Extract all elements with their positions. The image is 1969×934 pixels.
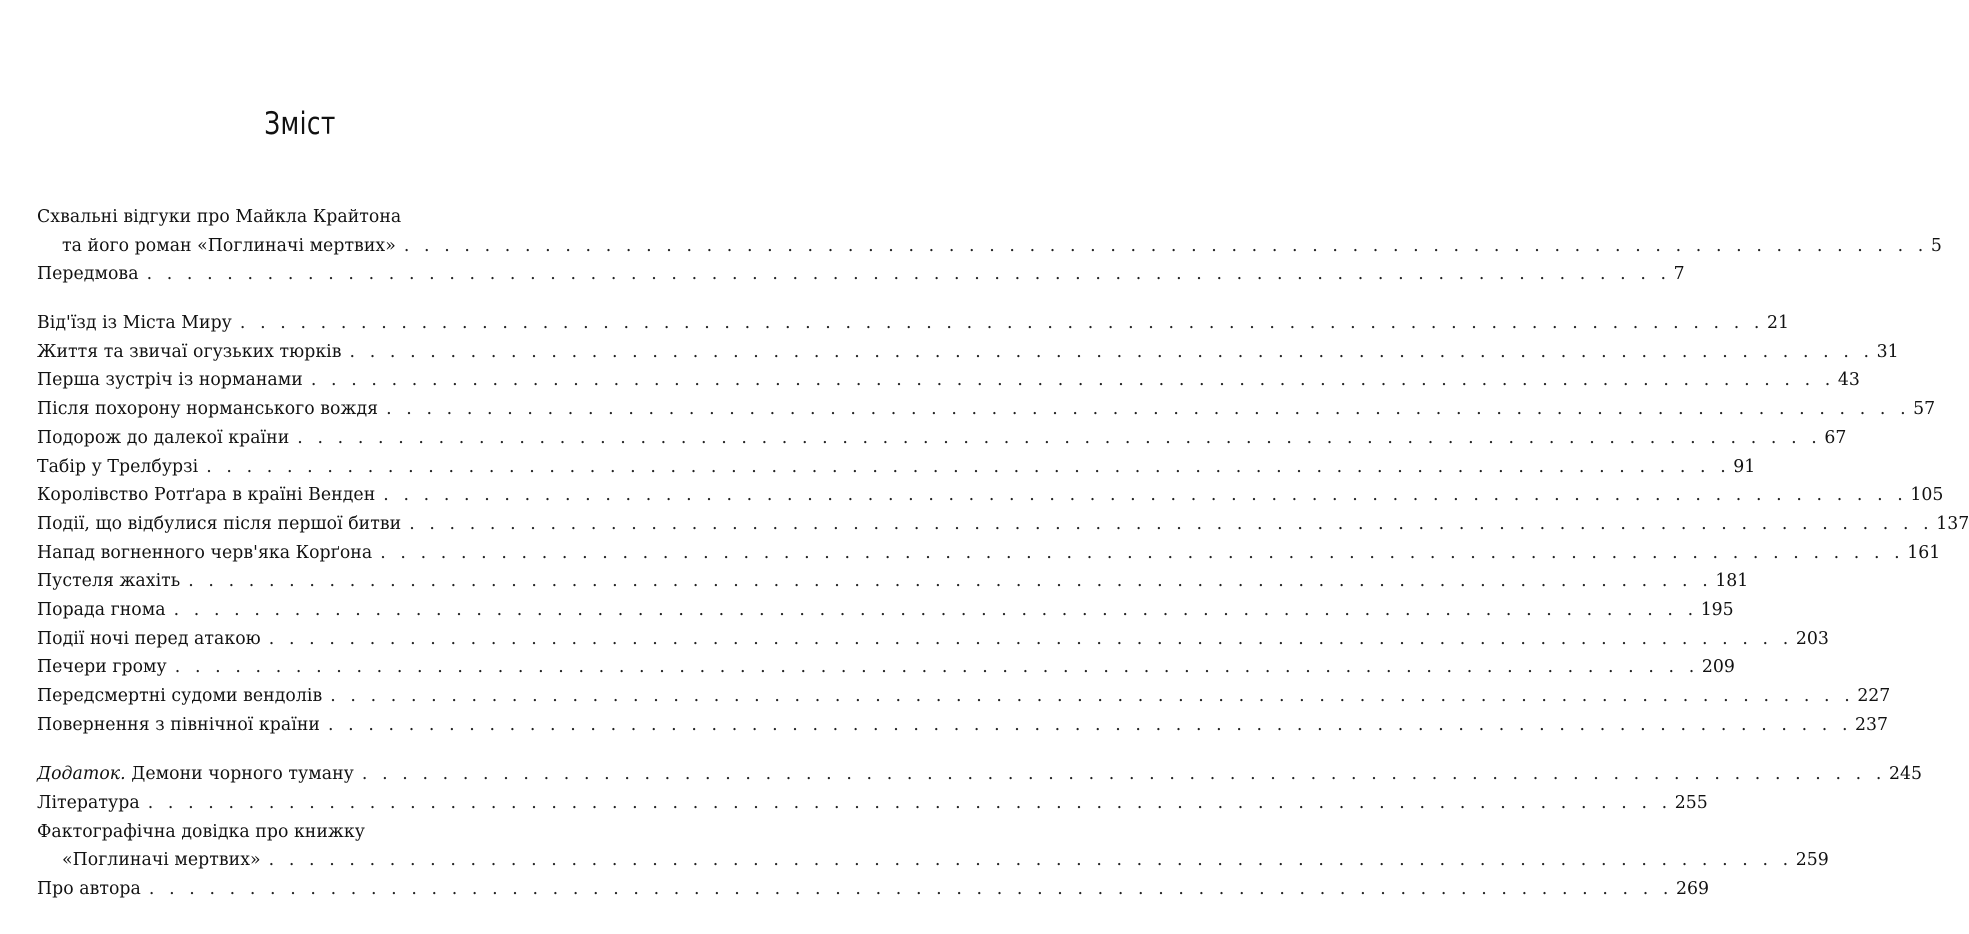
toc-entry-label: Література — [37, 793, 140, 814]
toc-entry-label: Життя та звичаї огузьких тюрків — [37, 341, 342, 362]
toc-page-number: 31 — [1876, 341, 1899, 362]
toc-page-number: 5 — [1930, 235, 1942, 256]
dot-leader: . . . . . . . . . . . . . . . . . . . . . . . . . . . . . . . . . . . . . . . . . . . . . . . . . . . . . . . . . . . . . . . . . . . . . . . . . . . . — [409, 513, 1934, 534]
toc-entry-label: «Поглиначі мертвих» — [62, 850, 261, 871]
toc-page-number: 7 — [1673, 264, 1685, 285]
appendix-prefix: Додаток. — [37, 764, 126, 785]
toc-page-number: 227 — [1857, 686, 1891, 706]
toc-entry-label: Печери грому — [37, 657, 167, 678]
toc-page-number: 137 — [1936, 513, 1969, 534]
dot-leader: . . . . . . . . . . . . . . . . . . . . . . . . . . . . . . . . . . . . . . . . . . . . . . . . . . . . . . . . . . . . . . . . . . . . . . . . . . . . — [268, 850, 1793, 871]
dot-leader: . . . . . . . . . . . . . . . . . . . . . . . . . . . . . . . . . . . . . . . . . . . . . . . . . . . . . . . . . . . . . . . . . . . . . . . . . . . . — [297, 427, 1822, 448]
dot-leader: . . . . . . . . . . . . . . . . . . . . . . . . . . . . . . . . . . . . . . . . . . . . . . . . . . . . . . . . . . . . . . . . . . . . . . . . . . . . — [239, 313, 1764, 334]
chapter-list — [37, 309, 1969, 739]
toc-entry-label: та його роман «Поглиначі мертвих» — [62, 235, 396, 256]
toc-entry-chapter — [37, 481, 1944, 510]
toc-entry-reviews-line1 — [37, 203, 556, 232]
toc-entry-label: Королівство Ротґара в країні Венден — [37, 485, 376, 506]
toc-entry-label: Передсмертні судоми вендолів — [37, 686, 323, 706]
toc-entry-chapter — [37, 653, 1735, 682]
toc-entry-chapter — [37, 309, 1789, 338]
toc-page-number: 21 — [1766, 313, 1789, 334]
toc-entry-label: Подорож до далекої країни — [37, 427, 290, 448]
dot-leader: . . . . . . . . . . . . . . . . . . . . . . . . . . . . . . . . . . . . . . . . . . . . . . . . . . . . . . . . . . . . . . . . . . . . . . . . . . . . — [310, 370, 1835, 391]
toc-page-number: 91 — [1733, 456, 1756, 477]
dot-leader: . . . . . . . . . . . . . . . . . . . . . . . . . . . . . . . . . . . . . . . . . . . . . . . . . . . . . . . . . . . . . . . . . . . . . . . . . . . . — [174, 657, 1699, 678]
toc-page-number: 245 — [1888, 764, 1922, 785]
toc-entry-label: Після похорону норманського вождя — [37, 399, 379, 420]
dot-leader: . . . . . . . . . . . . . . . . . . . . . . . . . . . . . . . . . . . . . . . . . . . . . . . . . . . . . . . . . . . . . . . . . . . . . . . . . . . . — [146, 264, 1671, 285]
dot-leader: . . . . . . . . . . . . . . . . . . . . . . . . . . . . . . . . . . . . . . . . . . . . . . . . . . . . . . . . . . . . . . . . . . . . . . . . . . . . — [383, 485, 1908, 506]
dot-leader: . . . . . . . . . . . . . . . . . . . . . . . . . . . . . . . . . . . . . . . . . . . . . . . . . . . . . . . . . . . . . . . . . . . . . . . . . . . . — [188, 571, 1713, 592]
toc-page-number: 195 — [1700, 599, 1734, 620]
toc-entry-label: Табір у Трелбурзі — [37, 456, 199, 477]
toc-entry-chapter — [37, 510, 1969, 539]
toc-entry-label: Передмова — [37, 264, 139, 285]
dot-leader: . . . . . . . . . . . . . . . . . . . . . . . . . . . . . . . . . . . . . . . . . . . . . . . . . . . . . . . . . . . . . . . . . . . . . . . . . . . . — [173, 599, 1698, 620]
dot-leader: . . . . . . . . . . . . . . . . . . . . . . . . . . . . . . . . . . . . . . . . . . . . . . . . . . . . . . . . . . . . . . . . . . . . . . . . . . . . — [147, 793, 1672, 814]
appendix-title: Демони чорного туману — [125, 764, 354, 785]
toc-entry-label: Події ночі перед атакою — [37, 628, 261, 649]
toc-entry-label: Події, що відбулися після першої битви — [37, 513, 402, 534]
toc-entry-chapter — [37, 395, 1936, 424]
toc-entry-chapter — [37, 366, 1860, 395]
dot-leader: . . . . . . . . . . . . . . . . . . . . . . . . . . . . . . . . . . . . . . . . . . . . . . . . . . . . . . . . . . . . . . . . . . . . . . . . . . . . — [403, 235, 1928, 256]
toc-entry-preface — [37, 260, 1685, 289]
toc-entry-chapter — [37, 338, 1899, 367]
toc-page-number: 57 — [1913, 399, 1936, 420]
toc-entry-chapter — [37, 567, 1749, 596]
page-title: Зміст — [264, 106, 336, 142]
toc-entry-chapter — [37, 539, 1941, 568]
table-of-contents — [37, 203, 1969, 904]
toc-entry-chapter — [37, 596, 1734, 625]
toc-entry-label: Напад вогненного черв'яка Корґона — [37, 542, 373, 563]
dot-leader: . . . . . . . . . . . . . . . . . . . . . . . . . . . . . . . . . . . . . . . . . . . . . . . . . . . . . . . . . . . . . . . . . . . . . . . . . . . . — [380, 542, 1905, 563]
toc-entry-label: Повернення з північної країни — [37, 714, 320, 735]
toc-page-number: 203 — [1795, 628, 1829, 649]
dot-leader: . . . . . . . . . . . . . . . . . . . . . . . . . . . . . . . . . . . . . . . . . . . . . . . . . . . . . . . . . . . . . . . . . . . . . . . . . . . . — [361, 764, 1886, 785]
toc-page-number: 161 — [1907, 542, 1941, 563]
toc-entry-chapter — [37, 682, 1891, 711]
toc-entry-chapter — [37, 453, 1756, 482]
toc-entry-chapter — [37, 711, 1889, 740]
toc-page-number: 43 — [1837, 370, 1860, 391]
dot-leader: . . . . . . . . . . . . . . . . . . . . . . . . . . . . . . . . . . . . . . . . . . . . . . . . . . . . . . . . . . . . . . . . . . . . . . . . . . . . — [268, 628, 1793, 649]
toc-entry-chapter — [37, 625, 1829, 654]
toc-entry-label: Від'їзд із Міста Миру — [37, 313, 232, 334]
dot-leader: . . . . . . . . . . . . . . . . . . . . . . . . . . . . . . . . . . . . . . . . . . . . . . . . . . . . . . . . . . . . . . . . . . . . . . . . . . . . — [386, 399, 1911, 420]
toc-entry-reference — [37, 846, 1829, 875]
dot-leader: . . . . . . . . . . . . . . . . . . . . . . . . . . . . . . . . . . . . . . . . . . . . . . . . . . . . . . . . . . . . . . . . . . . . . . . . . . . . — [148, 879, 1673, 900]
toc-entry-reviews — [37, 232, 1942, 261]
toc-page-number: 67 — [1824, 427, 1847, 448]
toc-entry-label: Перша зустріч із норманами — [37, 370, 303, 391]
dot-leader: . . . . . . . . . . . . . . . . . . . . . . . . . . . . . . . . . . . . . . . . . . . . . . . . . . . . . . . . . . . . . . . . . . . . . . . . . . . . — [349, 341, 1874, 362]
toc-page-number: 105 — [1910, 485, 1944, 506]
toc-page-number: 259 — [1795, 850, 1829, 871]
toc-entry-reference-line1 — [37, 818, 556, 847]
toc-page-number: 209 — [1701, 657, 1735, 678]
dot-leader: . . . . . . . . . . . . . . . . . . . . . . . . . . . . . . . . . . . . . . . . . . . . . . . . . . . . . . . . . . . . . . . . . . . . . . . . . . . . — [330, 686, 1855, 706]
toc-entry-label: Схвальні відгуки про Майкла Крайтона — [37, 207, 402, 227]
toc-entry-chapter — [37, 424, 1847, 453]
toc-page-number: 255 — [1674, 793, 1708, 814]
toc-entry-author — [37, 875, 1709, 904]
toc-entry-label: Фактографічна довідка про книжку — [37, 821, 365, 842]
toc-entry-appendix — [37, 760, 1922, 789]
toc-entry-label: Про автора — [37, 879, 141, 900]
dot-leader: . . . . . . . . . . . . . . . . . . . . . . . . . . . . . . . . . . . . . . . . . . . . . . . . . . . . . . . . . . . . . . . . . . . . . . . . . . . . — [327, 714, 1853, 735]
toc-page-number: 181 — [1715, 571, 1749, 592]
toc-entry-literature — [37, 789, 1708, 818]
toc-entry-label: Порада гнома — [37, 599, 166, 620]
toc-entry-label — [37, 760, 362, 789]
toc-page-number: 237 — [1855, 714, 1889, 735]
toc-page-number: 269 — [1675, 879, 1709, 900]
toc-entry-label: Пустеля жахіть — [37, 571, 181, 592]
dot-leader: . . . . . . . . . . . . . . . . . . . . . . . . . . . . . . . . . . . . . . . . . . . . . . . . . . . . . . . . . . . . . . . . . . . . . . . . . . . . — [206, 456, 1731, 477]
